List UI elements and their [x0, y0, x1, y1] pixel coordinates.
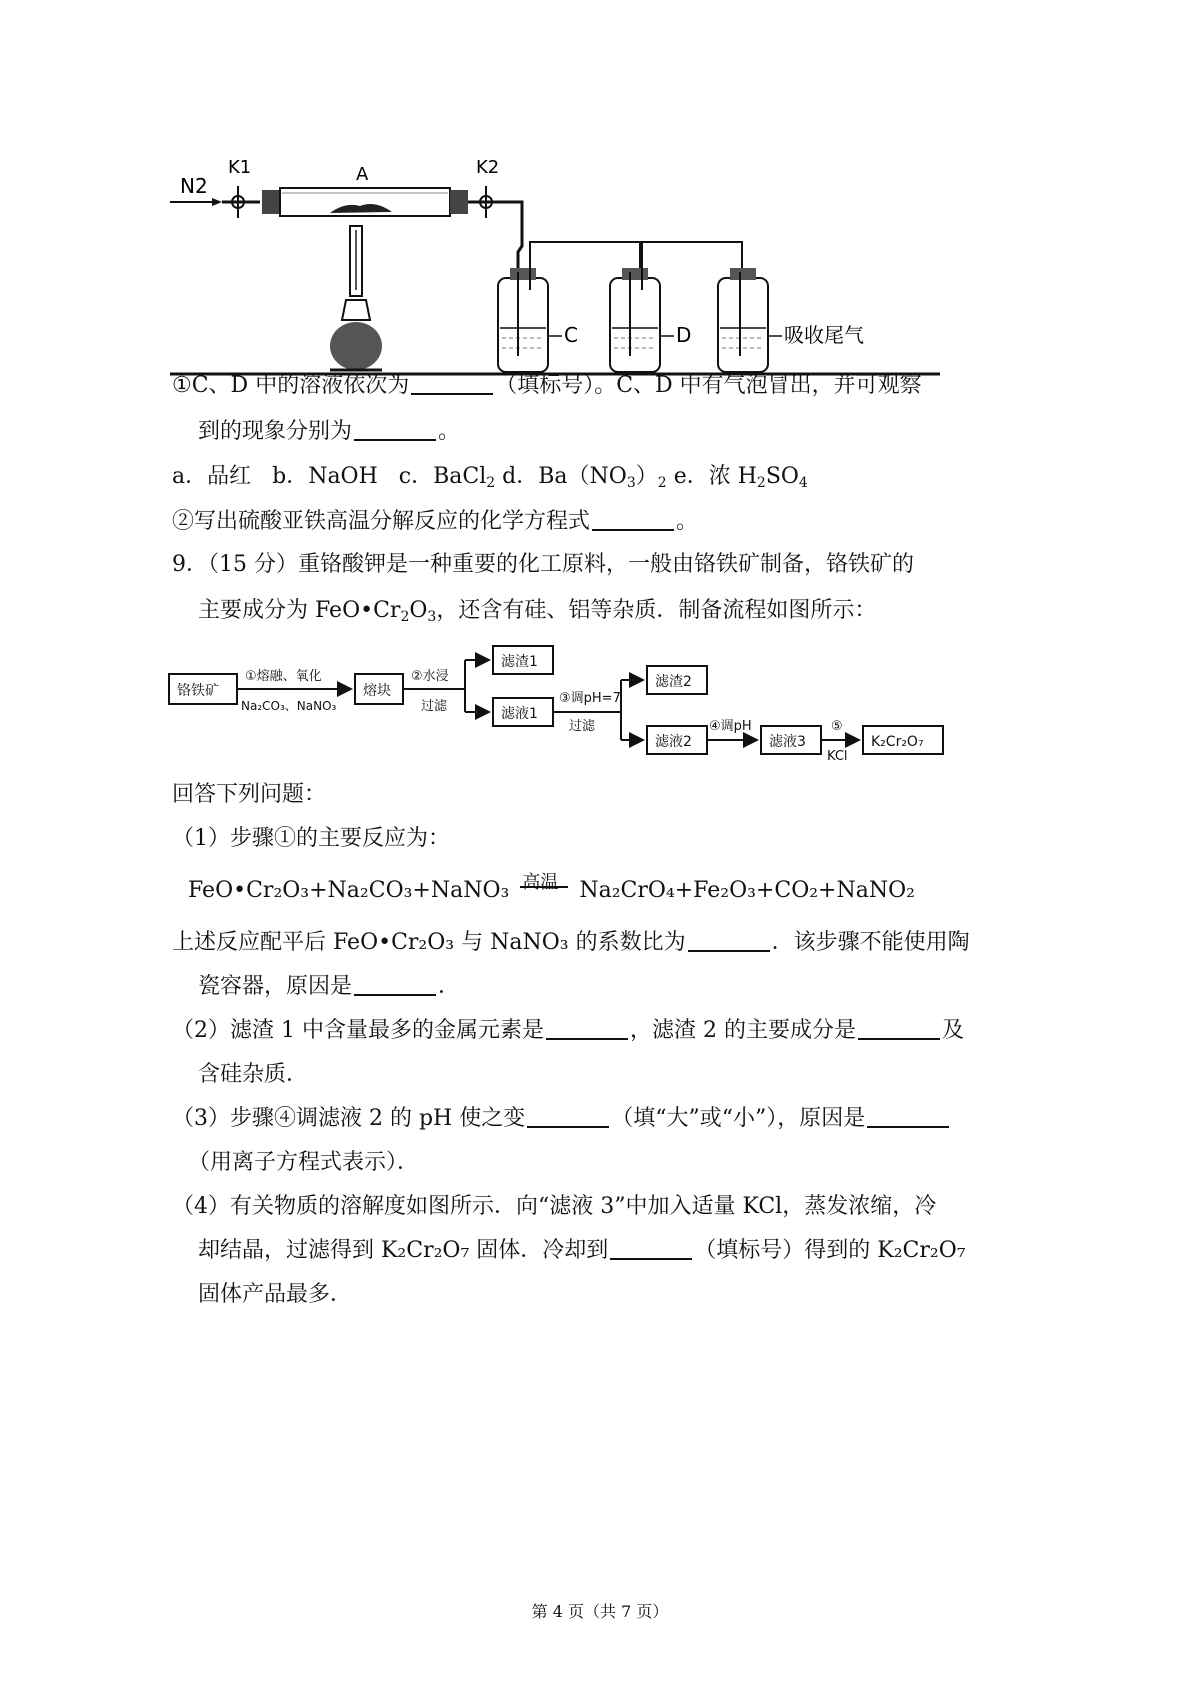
- valve-k1-label: K1: [228, 157, 252, 178]
- page-footer: 第 4 页（共 7 页）: [531, 1602, 669, 1621]
- bottle-c-label: C: [564, 323, 578, 347]
- flow-residue1: 滤渣1: [501, 654, 538, 670]
- bottle-d-icon: [610, 268, 660, 372]
- q8-line2: 到的现象分别为 。: [198, 419, 461, 444]
- flow-step3b: 过滤: [569, 719, 596, 734]
- answer-blank[interactable]: [527, 1104, 609, 1128]
- answer-blank[interactable]: [858, 1016, 940, 1040]
- q9-line1: 9．（15 分）重铬酸钾是一种重要的化工原料，一般由铬铁矿制备，铬铁矿的: [172, 552, 914, 577]
- flow-filtrate1: 滤液1: [501, 706, 538, 722]
- bottle-c-icon: [498, 268, 548, 372]
- process-flowchart: [165, 640, 965, 770]
- questions-intro: 回答下列问题：: [172, 782, 327, 807]
- burner-icon: [330, 226, 382, 370]
- flow-ore: 铬铁矿: [177, 683, 219, 699]
- answer-blank[interactable]: [354, 972, 436, 996]
- flow-filtrate2: 滤液2: [655, 734, 692, 750]
- flow-step1-reagent: Na₂CO₃、NaNO₃: [241, 699, 337, 713]
- answer-blank[interactable]: [867, 1104, 949, 1128]
- q3-line2: （用离子方程式表示）．: [188, 1150, 420, 1175]
- apparatus-diagram: [170, 150, 950, 390]
- q2-line1: （2）滤渣 1 中含量最多的金属元素是 ，滤渣 2 的主要成分是 及: [172, 1018, 964, 1043]
- flow-step5: ⑤: [831, 719, 843, 734]
- q8-line1: ①C、D 中的溶液依次为 （填标号）。C、D 中有气泡冒出，并可观察: [172, 373, 922, 398]
- q9-line2: 主要成分为 $FeO•Cr_2O_3$，还含有硅、铝等杂质．制备流程如图所示：: [198, 598, 877, 625]
- reaction-equation: FeO•Cr₂O₃+Na₂CO₃+NaNO₃ 高温 Na₂CrO₄+Fe₂O₃+CO₂+NaNO₂: [188, 872, 915, 903]
- q4-line1: （4）有关物质的溶解度如图所示．向“滤液 3”中加入适量 KCl，蒸发浓缩，冷: [172, 1194, 937, 1219]
- answer-blank[interactable]: [592, 507, 674, 531]
- flow-filtrate3: 滤液3: [769, 734, 806, 750]
- flow-step4: ④调pH: [709, 719, 752, 734]
- n2-label: N2: [180, 174, 208, 198]
- flow-step2: ②水浸: [411, 669, 449, 684]
- q1-line1: 上述反应配平后 FeO•Cr₂O₃ 与 NaNO₃ 的系数比为 ．该步骤不能使用陶: [172, 930, 970, 955]
- answer-blank[interactable]: [546, 1016, 628, 1040]
- flow-residue2: 滤渣2: [655, 674, 692, 690]
- answer-blank[interactable]: [354, 417, 436, 441]
- q4-line3: 固体产品最多．: [198, 1282, 353, 1307]
- flow-step2b: 过滤: [421, 699, 448, 714]
- flow-step5-reagent: KCl: [827, 749, 848, 764]
- q4-line2: 却结晶，过滤得到 K₂Cr₂O₇ 固体．冷却到 （填标号）得到的 K₂Cr₂O₇: [198, 1238, 966, 1263]
- answer-blank[interactable]: [411, 371, 493, 395]
- q1-title: （1）步骤①的主要反应为：: [172, 826, 450, 851]
- flow-melt: 熔块: [363, 683, 391, 699]
- q3-line1: （3）步骤④调滤液 2 的 pH 使之变 （填“大”或“小”），原因是: [172, 1104, 951, 1134]
- flow-step1: ①熔融、氧化: [245, 669, 322, 684]
- options-line: a．品红 b．NaOH c．BaCl$_2$ d．$Ba(NO_3)_2$ e．浓 $H_2SO_4$: [172, 464, 808, 491]
- q1-line2: 瓷容器，原因是 ．: [198, 974, 461, 999]
- tube-a-label: A: [356, 164, 369, 185]
- tail-gas-bottle-icon: [718, 268, 768, 372]
- flow-step3: ③调pH=7: [559, 691, 621, 706]
- bottle-d-label: D: [676, 323, 692, 347]
- flow-product: K₂Cr₂O₇: [871, 734, 924, 750]
- tail-gas-label: 吸收尾气: [784, 323, 864, 347]
- answer-blank[interactable]: [688, 928, 770, 952]
- valve-k2-label: K2: [476, 157, 500, 178]
- q8-part2: ②写出硫酸亚铁高温分解反应的化学方程式 。: [172, 509, 699, 534]
- answer-blank[interactable]: [610, 1236, 692, 1260]
- q2-line2: 含硅杂质．: [198, 1062, 309, 1087]
